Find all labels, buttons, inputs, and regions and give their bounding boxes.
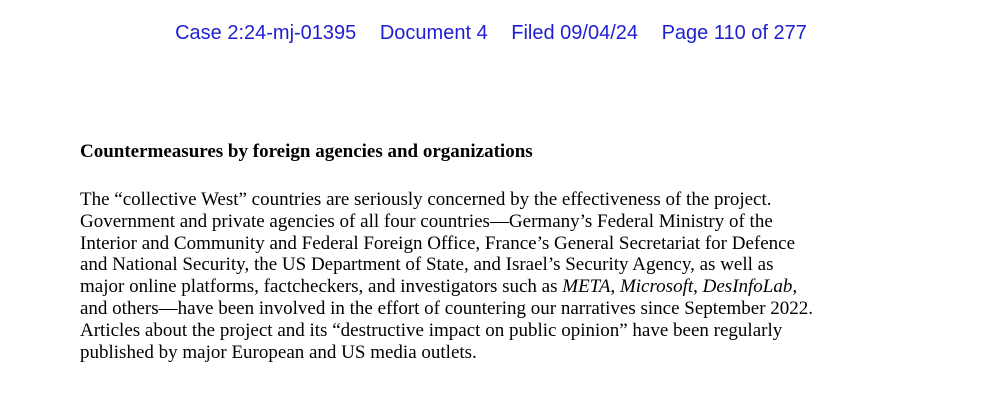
document-number: Document 4: [379, 22, 488, 44]
paragraph-line: Articles about the project and its “destructive impact on public opinion” have been regularly: [80, 319, 783, 341]
paragraph-line: Interior and Community and Federal Foreign Office, France’s General Secretariat for Defence: [80, 232, 796, 254]
paragraph-line: The “collective West” countries are seriously concerned by the effectiveness of the project.: [80, 189, 772, 210]
separator: ,: [610, 276, 620, 298]
paragraph-line: and others—have been involved in the effort of countering our narratives since September 2022.: [80, 297, 814, 319]
paragraph-line: and National Security, the US Department of State, and Israel’s Security Agency, as well as: [80, 254, 774, 276]
body-paragraph: [80, 189, 940, 363]
paragraph-line: published by major European and US media outlets.: [80, 341, 477, 363]
section-heading: Countermeasures by foreign agencies and organizations: [80, 141, 533, 162]
paragraph-line: Government and private agencies of all four countries—Germany’s Federal Ministry of the: [80, 210, 773, 232]
page-number: Page 110 of 277: [661, 22, 807, 44]
microsoft-name: Microsoft: [619, 276, 694, 298]
filed-date: Filed 09/04/24: [511, 22, 639, 44]
separator: ,: [693, 276, 703, 298]
meta-name: META: [562, 276, 611, 298]
line-text: major online platforms, factcheckers, and investigators such as: [80, 276, 563, 298]
paragraph-line: [80, 276, 940, 298]
desinfolab-name: DesInfoLab,: [702, 276, 798, 298]
court-filing-header: [0, 20, 982, 46]
case-number: Case 2:24-mj-01395: [175, 22, 357, 44]
